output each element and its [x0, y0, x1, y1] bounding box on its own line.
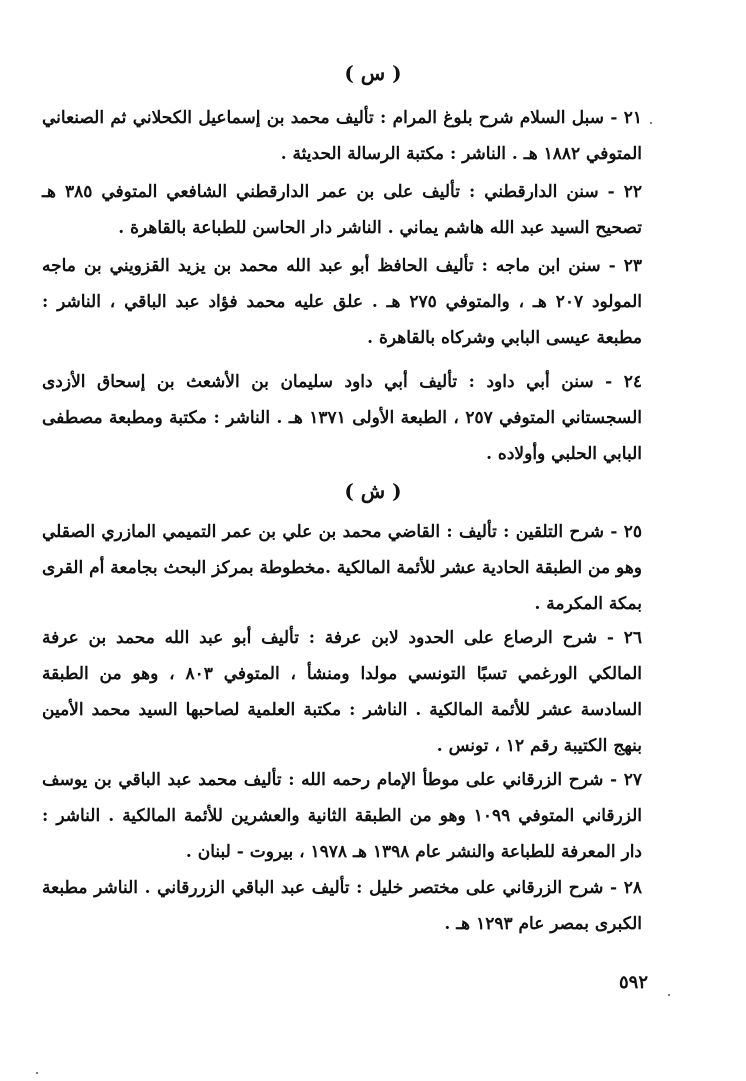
bibliography-entry-24: ٢٤ - سنن أبي داود : تأليف أبي داود سليمان بن الأشعث بن إسحاق الأزدى السجستاني المتوفي ٢٥٧ ، الطبعة الأولى ١٣٧١ هـ . الناشر : مكتبة ومطبعة مصطفى البابي الحلبي وأولاده .	[42, 372, 642, 464]
section-heading-shin: ( ش )	[344, 479, 402, 503]
bibliography-entry-22: ٢٢ - سنن الدارقطني : تأليف على بن عمر الدارقطني الشافعي المتوفي ٣٨٥ هـ تصحيح السيد عبد الله هاشم يماني . الناشر دار الحاسن للطباعة بالقاهرة .	[42, 182, 642, 238]
bibliography-entry-21: ٢١ - سبل السلام شرح بلوغ المرام : تأليف محمد بن إسماعيل الكحلاني ثم الصنعاني المتوفي ١٨٨٢ هـ . الناشر : مكتبة الرسالة الحديثة .	[42, 108, 642, 164]
scan-speck	[650, 122, 652, 124]
bibliography-entry-27: ٢٧ - شرح الزرقاني على موطأ الإمام رحمه الله : تأليف محمد عبد الباقي بن يوسف الزرقاني المتوفي ١٠٩٩ وهو من الطبقة الثانية والعشرين للأئمة المالكية . الناشر : دار المعرفة للطباعة والنشر عام ١٣٩٨ هـ ١٩٧٨ ، بيروت - لبنان .	[42, 770, 642, 862]
bibliography-entry-25: ٢٥ - شرح التلقين : تأليف : القاضي محمد بن علي بن عمر التميمي المازري الصقلي وهو من الطبقة الحادية عشر للأئمة المالكية .مخطوطة بمركز البحث بجامعة أم القرى بمكة المكرمة .	[42, 522, 642, 614]
section-heading-sin: ( س )	[344, 61, 402, 85]
bibliography-entry-26: ٢٦ - شرح الرصاع على الحدود لابن عرفة : تأليف أبو عبد الله محمد بن عرفة المالكي الورغمي تسبًا التونسي مولدا ومنشأ ، المتوفي ٨٠٣ ، وهو من الطبقة السادسة عشر للأئمة المالكية . الناشر : مكتبة العلمية لصاحبها السيد محمد الأمين بنهج الكتيبة رقم ١٢ ، تونس .	[42, 628, 643, 756]
scan-speck	[36, 1072, 38, 1074]
scan-speck	[668, 994, 670, 996]
page-number: ٥٩٢	[618, 972, 648, 993]
bibliography-entry-28: ٢٨ - شرح الزرقاني على مختصر خليل : تأليف عبد الباقي الزررقاني . الناشر مطبعة الكبرى بمصر عام ١٢٩٣ هـ .	[42, 878, 642, 934]
bibliography-entry-23: ٢٣ - سنن ابن ماجه : تأليف الحافظ أبو عبد الله محمد بن يزيد القزويني بن ماجه المولود ٢٠٧ هـ ، والمتوفي ٢٧٥ هـ . علق عليه محمد فؤاد عبد الباقي ، الناشر : مطبعة عيسى البابي وشركاه بالقاهرة .	[42, 256, 642, 348]
